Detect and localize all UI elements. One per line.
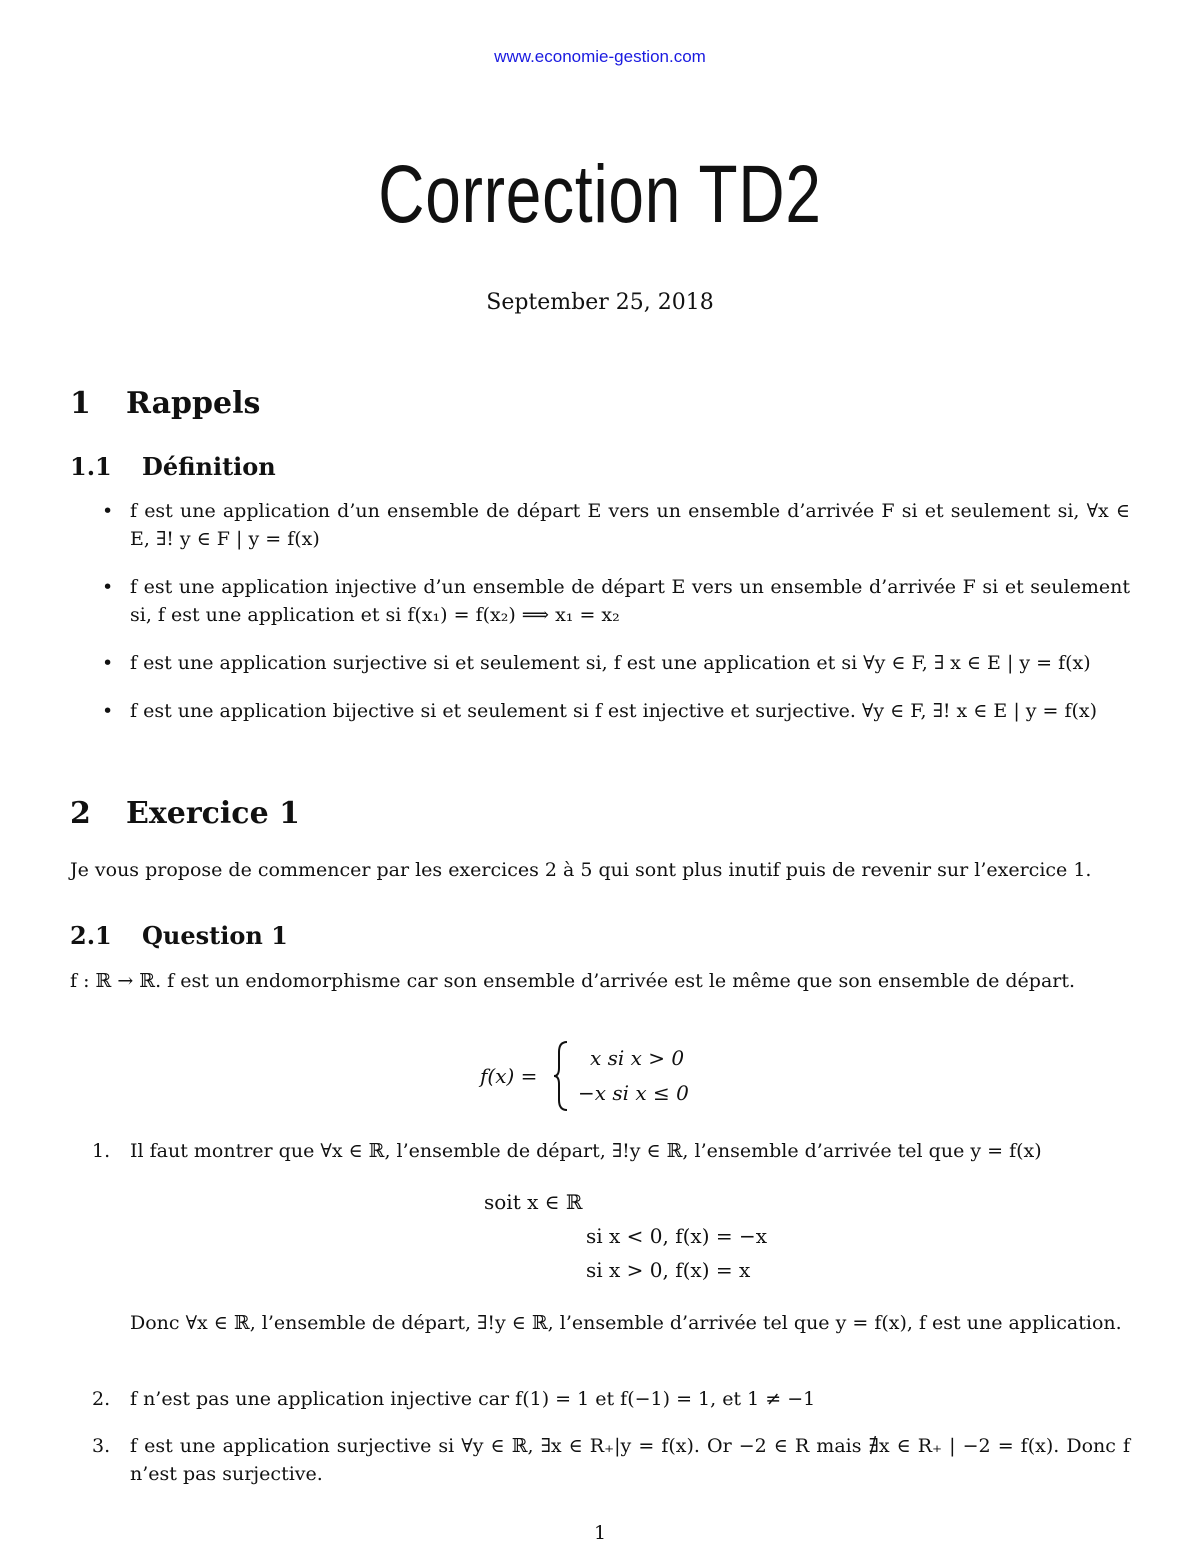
bullet-icon: • [102, 576, 114, 598]
proof-conclusion: Donc ∀x ∈ ℝ, l’ensemble de départ, ∃!y ∈ ℝ, l’ensemble d’arrivée tel que y = f(x), f est une application. [130, 1312, 1122, 1334]
section-number: 2 [70, 796, 91, 831]
subsection-title: Question 1 [142, 921, 288, 950]
section-number: 1 [70, 386, 91, 421]
document-title: Correction TD2 [378, 149, 822, 240]
intro-paragraph: Je vous propose de commencer par les exercices 2 à 5 qui sont plus inutif puis de revenir sur l’exercice 1. [70, 859, 1092, 881]
section-title: Rappels [126, 386, 261, 421]
list-item-text: f est une application surjective si et seulement si, f est une application et si ∀y ∈ F, ∃ x ∈ E | y = f(x) [130, 652, 1091, 674]
list-item [92, 573, 1130, 629]
site-link[interactable]: www.economie-gestion.com [494, 47, 706, 66]
item-text: f n’est pas une application injective car f(1) = 1 et f(−1) = 1, et 1 ≠ −1 [130, 1388, 816, 1410]
page-number: 1 [593, 1522, 607, 1544]
section-heading-rappels [70, 386, 260, 421]
list-item [92, 497, 1130, 553]
subsection-title: Définition [142, 452, 276, 481]
list-item-text: f est une application bijective si et seulement si f est injective et surjective. ∀y ∈ F, ∃! x ∈ E | y = f(x) [130, 700, 1098, 722]
question-intro: f : ℝ → ℝ. f est un endomorphisme car son ensemble d’arrivée est le même que son ensemble de départ. [70, 970, 1076, 992]
subsection-number: 2.1 [70, 921, 112, 950]
item-number: 1. [92, 1140, 111, 1162]
bullet-icon: • [102, 652, 114, 674]
item-text: f est une application surjective si ∀y ∈ ℝ, ∃x ∈ R₊|y = f(x). Or −2 ∈ R mais ∄x ∈ R₊ | −2 = f(x). Donc f n’est pas surjective. [130, 1435, 1130, 1485]
proof-line: si x < 0, f(x) = −x [586, 1224, 768, 1248]
case-positive: x si x > 0 [590, 1046, 685, 1070]
proof-line: soit x ∈ ℝ [484, 1190, 583, 1214]
case-nonpositive: −x si x ≤ 0 [578, 1081, 689, 1105]
list-item-text: f est une application injective d’un ensemble de départ E vers un ensemble d’arrivée F si et seulement si, f est une application et si f(x₁) = f(x₂) ⟹ x₁ = x₂ [130, 576, 1130, 626]
bullet-icon: • [102, 700, 114, 722]
list-item [92, 697, 1130, 725]
item-number: 3. [92, 1435, 111, 1457]
list-item [92, 649, 1130, 677]
list-item-text: f est une application d’un ensemble de départ E vers un ensemble d’arrivée F si et seulement si, ∀x ∈ E, ∃! y ∈ F | y = f(x) [130, 500, 1130, 550]
document-date: September 25, 2018 [486, 290, 714, 315]
brace-icon [553, 1040, 569, 1112]
subsection-number: 1.1 [70, 452, 112, 481]
item-text: Il faut montrer que ∀x ∈ ℝ, l’ensemble de départ, ∃!y ∈ ℝ, l’ensemble d’arrivée tel que y = f(x) [130, 1140, 1042, 1162]
item-number: 2. [92, 1388, 111, 1410]
function-lhs: f(x) = [480, 1064, 538, 1088]
proof-line: si x > 0, f(x) = x [586, 1258, 751, 1282]
section-title: Exercice 1 [126, 796, 300, 831]
section-heading-exercice-1 [70, 796, 300, 831]
subsection-heading-definition [70, 452, 276, 481]
subsection-heading-question-1 [70, 921, 288, 950]
definition-list [92, 497, 1130, 745]
bullet-icon: • [102, 500, 114, 522]
